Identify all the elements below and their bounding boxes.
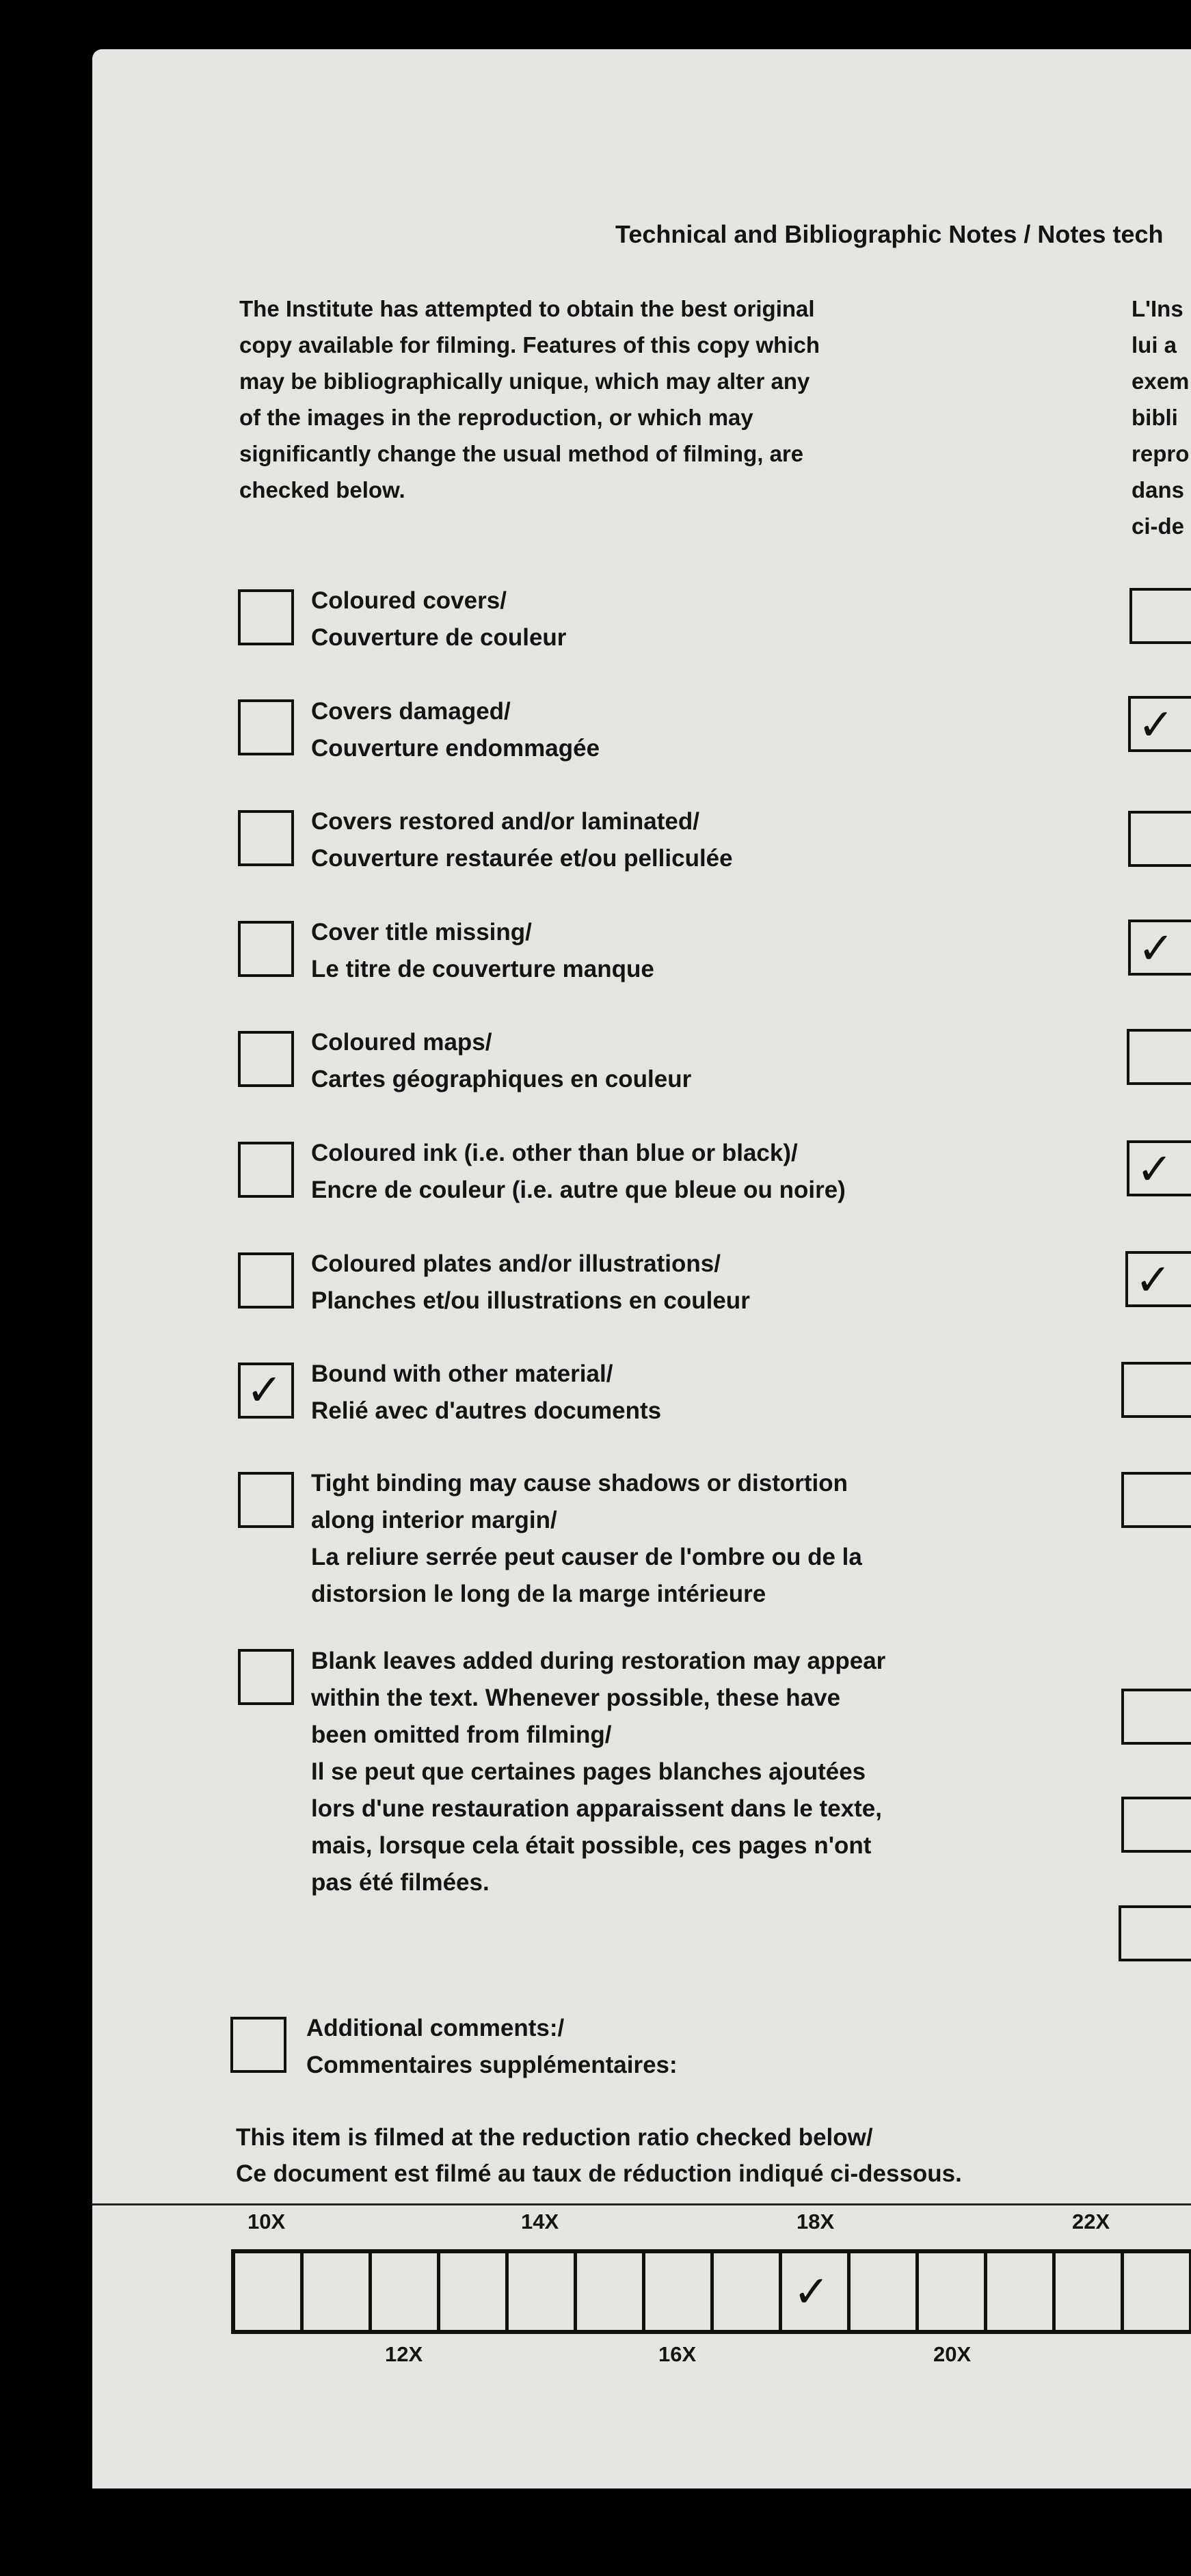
checklist-item-label: Coloured plates and/or illustrations/ Planches et/ou illustrations en couleur xyxy=(311,1250,750,1314)
checklist-item-label: Coloured maps/ Cartes géographiques en couleur xyxy=(311,1029,692,1092)
right-checkbox[interactable] xyxy=(1121,1472,1191,1528)
intro-line: checked below. xyxy=(239,477,405,502)
right-column-line: lui a xyxy=(1132,332,1177,358)
reduction-cell[interactable] xyxy=(235,2253,304,2330)
right-checkbox[interactable] xyxy=(1127,1140,1191,1196)
right-checkbox[interactable] xyxy=(1127,1029,1191,1085)
reduction-cell[interactable] xyxy=(645,2253,714,2330)
reduction-scale-strip xyxy=(231,2249,1191,2334)
scale-label: 20X xyxy=(933,2342,972,2366)
intro-line: of the images in the reproduction, or which may xyxy=(239,405,753,430)
scale-label: 12X xyxy=(385,2342,423,2366)
reduction-cell[interactable] xyxy=(714,2253,782,2330)
checkbox[interactable] xyxy=(238,1363,294,1419)
right-checkbox[interactable] xyxy=(1121,1797,1191,1853)
reduction-cell[interactable] xyxy=(851,2253,919,2330)
right-column-line: L'Ins xyxy=(1132,296,1183,321)
check-mark-icon: ✓ xyxy=(1135,1255,1172,1304)
reduction-ratio-text: This item is filmed at the reduction ratio checked below/ Ce document est filmé au taux de réduction indiqué ci-dessous. xyxy=(236,2124,962,2187)
reduction-cell[interactable] xyxy=(1124,2253,1191,2330)
checkbox[interactable] xyxy=(238,589,294,645)
checkbox[interactable] xyxy=(238,810,294,866)
right-checkbox[interactable] xyxy=(1125,1251,1191,1307)
checkbox[interactable] xyxy=(238,1252,294,1309)
scale-label: 10X xyxy=(247,2210,286,2233)
checkbox[interactable] xyxy=(238,1031,294,1087)
checklist-item-label: Covers restored and/or laminated/ Couverture restaurée et/ou pelliculée xyxy=(311,808,733,872)
checklist-item-label: Cover title missing/ Le titre de couverture manque xyxy=(311,919,654,982)
reduction-cell[interactable] xyxy=(304,2253,372,2330)
intro-line: copy available for filming. Features of this copy which xyxy=(239,332,820,358)
right-checkbox[interactable] xyxy=(1119,1905,1191,1961)
intro-paragraph xyxy=(239,291,820,508)
check-mark-icon: ✓ xyxy=(1138,924,1175,973)
checkbox[interactable] xyxy=(238,921,294,977)
right-checkbox[interactable] xyxy=(1128,696,1191,752)
checklist-item-label: Tight binding may cause shadows or distortion along interior margin/ La reliure serrée peut causer de l'ombre ou de la distorsion le long de la marge intérieure xyxy=(311,1470,862,1607)
scale-label: 14X xyxy=(521,2210,559,2233)
checkbox[interactable] xyxy=(238,699,294,755)
right-column-line: ci-de xyxy=(1132,513,1185,539)
checklist-item-label: Coloured ink (i.e. other than blue or black)/ Encre de couleur (i.e. autre que bleue ou noire) xyxy=(311,1140,846,1203)
intro-line: The Institute has attempted to obtain the best original xyxy=(239,296,815,321)
checklist-item-label: Blank leaves added during restoration may appear within the text. Whenever possible, these have been omitted from filming/ Il se peut que certaines pages blanches ajoutées lors d'une restauration apparaissent dans le texte, mais, lorsque cela était possible, ces pages n'ont pas été filmées. xyxy=(311,1648,886,1896)
right-column-line: repro xyxy=(1132,441,1190,466)
scale-label: 16X xyxy=(658,2342,697,2366)
checklist-item-label: Additional comments:/ Commentaires supplémentaires: xyxy=(306,2015,678,2078)
checkbox[interactable] xyxy=(238,1649,294,1705)
checkbox[interactable] xyxy=(238,1142,294,1198)
reduction-cell[interactable] xyxy=(1056,2253,1124,2330)
right-column-text xyxy=(1132,291,1189,544)
reduction-cell[interactable] xyxy=(509,2253,577,2330)
check-mark-icon: ✓ xyxy=(1138,700,1175,749)
reduction-cell[interactable] xyxy=(987,2253,1056,2330)
notes-heading: Technical and Bibliographic Notes / Notes tech xyxy=(615,220,1164,248)
check-mark-icon: ✓ xyxy=(1136,1144,1173,1194)
reduction-cell[interactable] xyxy=(782,2253,851,2330)
scale-label: 18X xyxy=(797,2210,835,2233)
scale-label: 22X xyxy=(1072,2210,1110,2233)
divider-rule xyxy=(92,2203,1191,2205)
right-column-line: bibli xyxy=(1132,405,1178,430)
reduction-cell[interactable] xyxy=(919,2253,987,2330)
checkbox[interactable] xyxy=(238,1472,294,1528)
right-checkbox[interactable] xyxy=(1121,1362,1191,1418)
check-mark-icon: ✓ xyxy=(793,2267,830,2316)
right-checkbox[interactable] xyxy=(1129,588,1191,644)
checkbox[interactable] xyxy=(230,2017,286,2073)
check-mark-icon: ✓ xyxy=(246,1365,283,1414)
reduction-cell[interactable] xyxy=(577,2253,645,2330)
right-checkbox[interactable] xyxy=(1121,1689,1191,1745)
right-column-line: exem xyxy=(1132,368,1190,394)
right-column-line: dans xyxy=(1132,477,1185,502)
checklist-item-label: Covers damaged/ Couverture endommagée xyxy=(311,698,600,762)
reduction-cell[interactable] xyxy=(440,2253,509,2330)
intro-line: significantly change the usual method of filming, are xyxy=(239,441,804,466)
intro-line: may be bibliographically unique, which may alter any xyxy=(239,368,810,394)
right-checkbox[interactable] xyxy=(1128,920,1191,976)
checklist-item-label: Coloured covers/ Couverture de couleur xyxy=(311,587,567,651)
reduction-cell[interactable] xyxy=(372,2253,440,2330)
checklist-item-label: Bound with other material/ Relié avec d'autres documents xyxy=(311,1360,662,1424)
right-checkbox[interactable] xyxy=(1128,811,1191,867)
